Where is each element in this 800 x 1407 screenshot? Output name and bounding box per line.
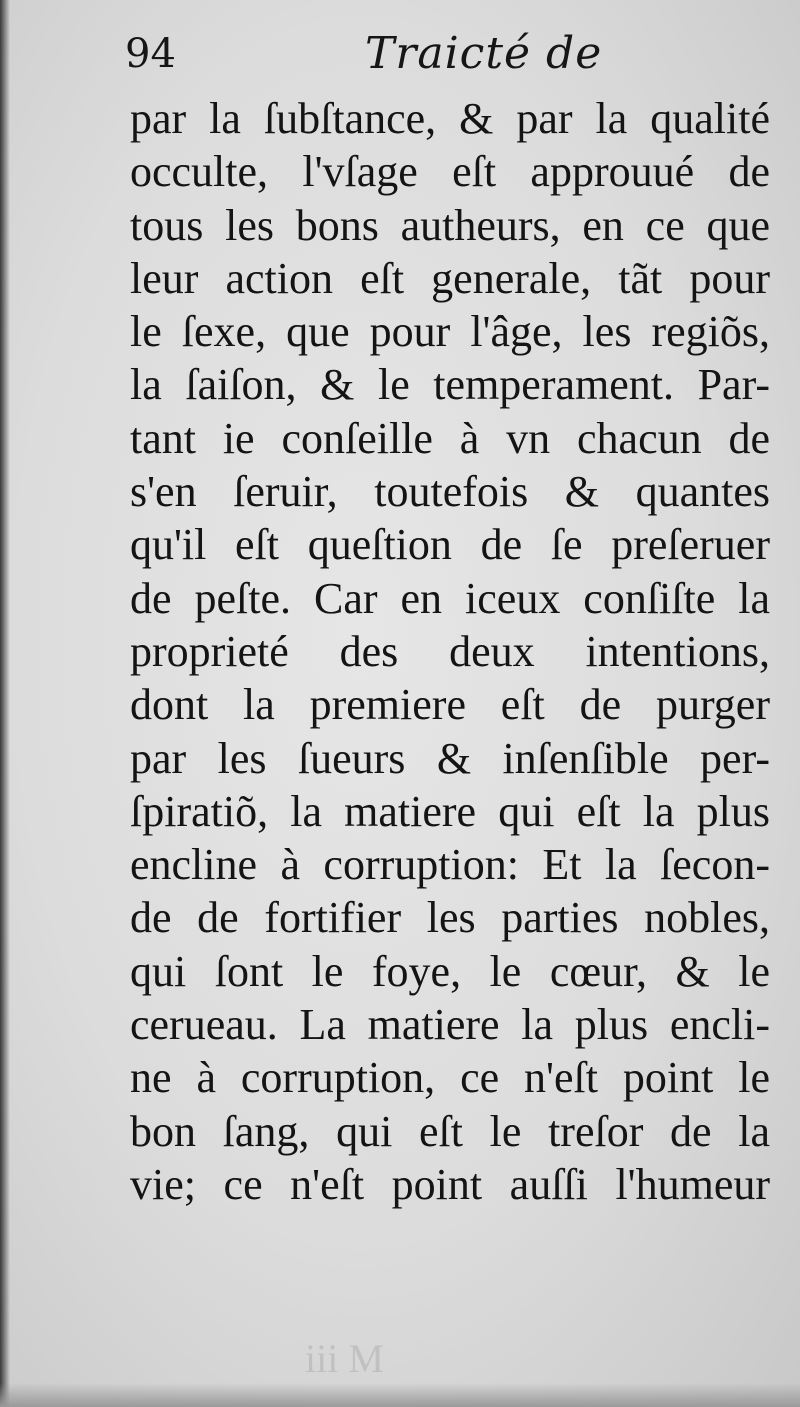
running-title: Traicté de [365, 28, 603, 79]
signature-mark: iii M [305, 1336, 384, 1381]
text-line: vie; ce n'eſt point auſſi l'humeur [130, 1159, 770, 1209]
gutter-shadow [0, 0, 10, 1407]
body-text [130, 92, 770, 1211]
text-line: dont la premiere eſt de purger [130, 680, 770, 730]
text-line: ne à corruption, ce n'eſt point le [130, 1053, 770, 1103]
text-line: par les ſueurs & inſenſible per- [130, 733, 770, 783]
page-edge-shade [0, 1383, 800, 1407]
text-line: bon ſang, qui eſt le treſor de la [130, 1106, 770, 1156]
text-line: leur action eſt generale, tãt pour [130, 253, 770, 303]
text-line: cerueau. La matiere la plus encli- [130, 1000, 770, 1050]
text-line: ſpiratiõ, la matiere qui eſt la plus [130, 786, 770, 836]
text-line: occulte, l'vſage eſt approuué de [130, 147, 770, 197]
text-line: qui ſont le foye, le cœur, & le [130, 946, 770, 996]
text-line: tant ie conſeille à vn chacun de [130, 413, 770, 463]
text-line: la ſaiſon, & le temperament. Par- [130, 360, 770, 410]
text-line: par la ſubſtance, & par la qualité [130, 94, 770, 143]
text-line: proprieté des deux intentions, [130, 626, 770, 676]
text-line: de de fortifier les parties nobles, [130, 893, 770, 943]
text-line: s'en ſeruir, toutefois & quantes [130, 467, 770, 517]
page-number: 94 [125, 31, 176, 77]
text-line: de peſte. Car en iceux conſiſte la [130, 573, 770, 623]
text-line: qu'il eſt queſtion de ſe preſeruer [130, 520, 770, 570]
text-line: tous les bons autheurs, en ce que [130, 200, 770, 250]
text-line: le ſexe, que pour l'âge, les regiõs, [130, 307, 770, 357]
text-line: encline à corruption: Et la ſecon- [130, 840, 770, 890]
